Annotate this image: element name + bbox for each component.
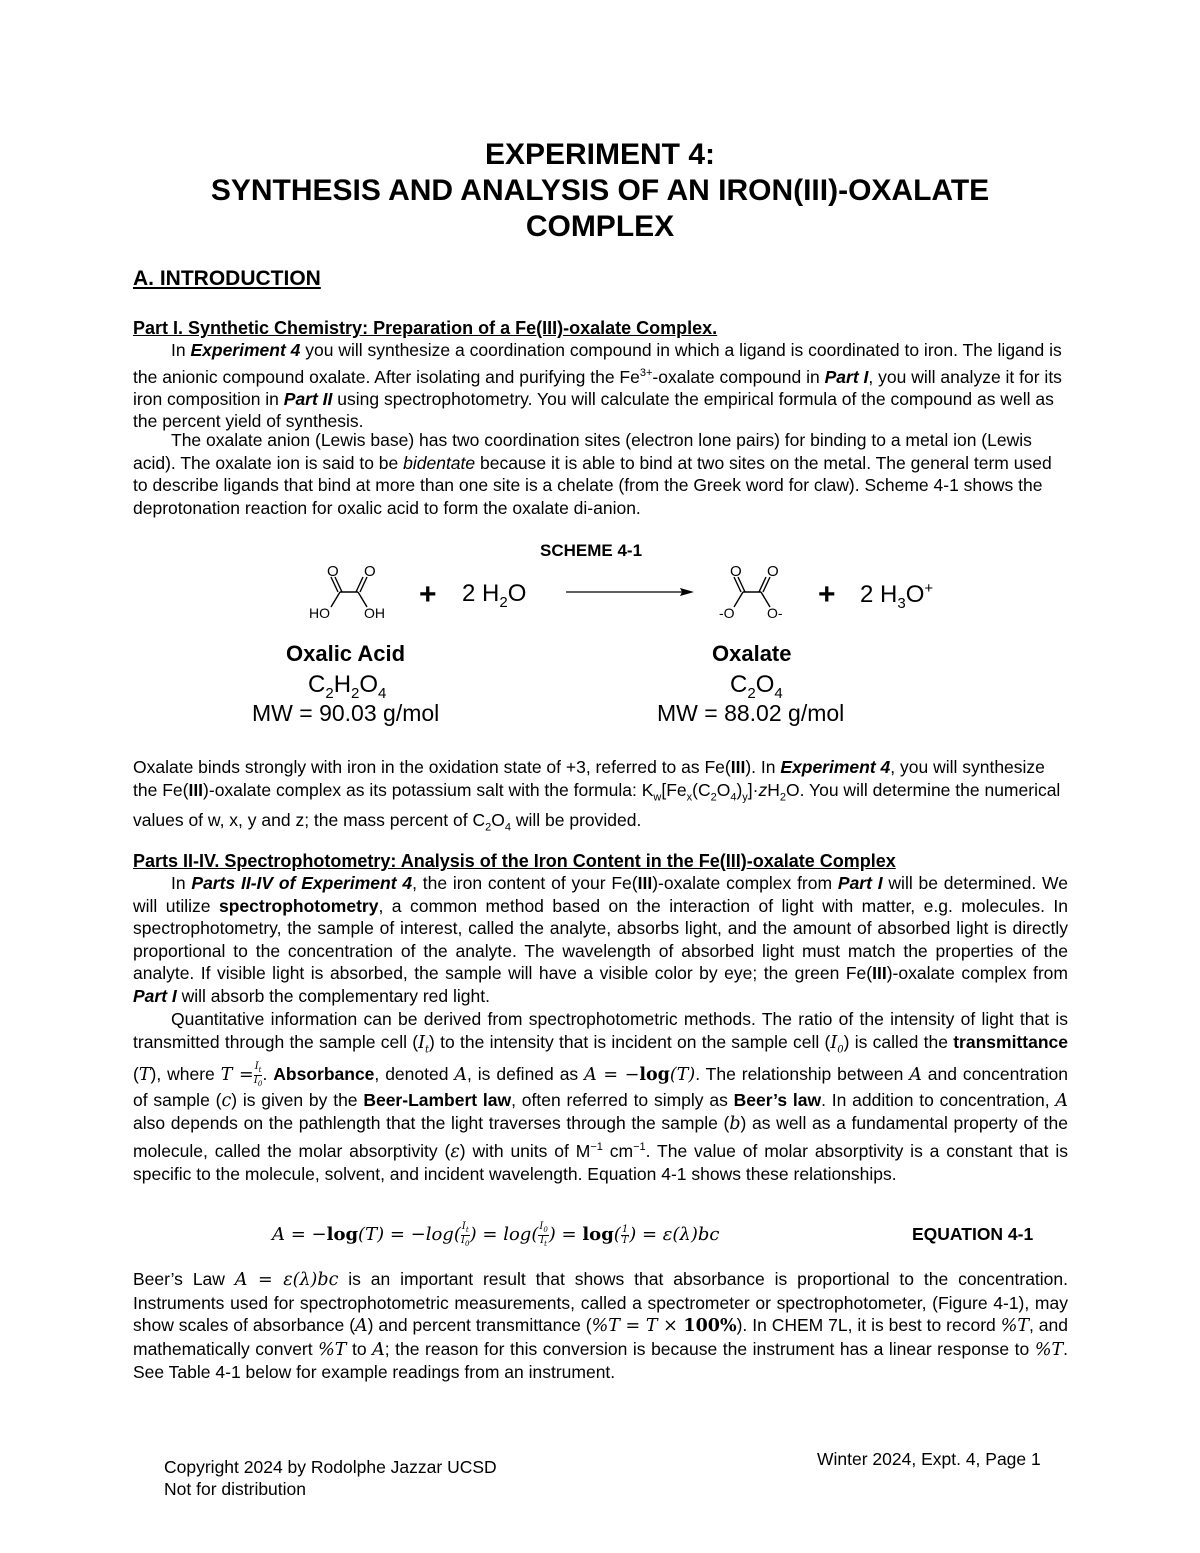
oxalic-acid-mw: MW = 90.03 g/mol: [252, 700, 440, 726]
oxalate-o-top-right: O: [767, 563, 779, 580]
reaction-arrow: [566, 584, 696, 600]
oxalic-acid-oh: OH: [364, 605, 385, 621]
oxalate-o-top-left: O: [730, 563, 742, 580]
fraction-it-over-i0: $\frac{I_t}{I_0}$: [253, 1060, 263, 1088]
equation-label: EQUATION 4-1: [912, 1224, 1034, 1244]
part1-paragraph-2: The oxalate anion (Lewis base) has two coordination sites (electron lone pairs) for binding to a metal ion (Lewis acid). The oxalate ion is said to be bidentate because it is able to bind at two sites on the metal. The general term used to describe ligands that bind at more than one site is a chelate (from the Greek word for claw). Scheme 4-1 shows the deprotonation reaction for oxalic acid to form the oxalate di-anion.: [133, 430, 1052, 518]
part1-heading: Part I. Synthetic Chemistry: Preparation of a Fe(III)-oxalate Complex.: [133, 318, 718, 338]
scheme-label: SCHEME 4-1: [540, 541, 643, 560]
oxalate-mw: MW = 88.02 g/mol: [657, 700, 845, 726]
oxalate-formula: $C_2O_4$: [730, 671, 783, 702]
hydronium-formula: 2 $H_3O^+$: [860, 580, 934, 612]
oxalic-acid-o-top-right: O: [364, 563, 376, 580]
title-line-3: COMPLEX: [525, 210, 675, 243]
equation-4-1: A = −log(T) = −log( $\frac{I_t}{I_0}$ ) = log( $\frac{I_0}{I_t}$ ) = log( $\frac{1}{T}$ ) = ε(λ)bc: [272, 1220, 720, 1248]
oxalic-acid-o-top-left: O: [327, 563, 339, 580]
oxalate-o-minus-right: O-: [767, 605, 783, 621]
oxalate-o-minus-left: -O: [719, 605, 735, 621]
part1-paragraph-1: In Experiment 4 you will synthesize a coordination compound in which a ligand is coordinated to iron. The ligand is the anionic compound oxalate. After isolating and purifying the $Fe^{3+}$-oxalate compound in Part I, you will analyze it for its iron composition in Part II using spectrophotometry. You will calculate the empirical formula of the compound as well as the percent yield of synthesis.: [133, 340, 1062, 432]
parts2-paragraph-2: Quantitative information can be derived from spectrophotometric methods. The ratio of the intensity of light that is transmitted through the sample cell $(I_t)$ to the intensity that is incident on the sample cell $(I_0)$ is called the transmittance (T), where T = $\frac{I_t}{I_0}$ . Absorbance, denoted A, is defined as A = −log(T). The relationship between A and concentration of sample (c) is given by the Beer-Lambert law, often referred to simply as Beer’s law. In addition to concentration, A also depends on the pathlength that the light traverses through the sample (b) as well as a fundamental property of the molecule, called the molar absorptivity (ε) with units of $M^{-1}$ $cm^{-1}$. The value of molar absorptivity is a constant that is specific to the molecule, solvent, and incident wavelength. Equation 4-1 shows these relationships.: [133, 1009, 1069, 1184]
oxalate-name: Oxalate: [712, 641, 792, 666]
section-heading-introduction: A. INTRODUCTION: [133, 267, 321, 290]
oxalate-iron-paragraph: Oxalate binds strongly with iron in the oxidation state of +3, referred to as Fe(III). In Experiment 4, you will synthesize the Fe(III)-oxalate complex as its potassium salt with the formula: $K_w[Fe_x(C_2O_4)_y]\cdot zH_2O$. You will determine the numerical values of w, x, y and z; the mass percent of $C_2O_4$ will be provided.: [133, 757, 1061, 833]
oxalic-acid-formula: $C_2H_2O_4$: [308, 671, 387, 702]
plus-sign-1: +: [419, 578, 437, 611]
water-formula: 2 $H_2O$: [462, 580, 527, 611]
beers-law-paragraph: Beer’s Law A = ε(λ)bc is an important result that shows that absorbance is proportional to the concentration. Instruments used for spectrophotometric measurements, called a spectrometer or spectrophotometer, (Figure 4-1), may show scales of absorbance (A) and percent transmittance (%T = T × 100%). In CHEM 7L, it is best to record %T, and mathematically convert %T to A; the reason for this conversion is because the instrument has a linear response to %T. See Table 4-1 below for example readings from an instrument.: [133, 1269, 1068, 1382]
parts2-heading: Parts II-IV. Spectrophotometry: Analysis of the Iron Content in the Fe(III)-oxalate Complex: [133, 851, 896, 871]
parts2-paragraph-1: In Parts II-IV of Experiment 4, the iron content of your Fe(III)-oxalate complex from Part I will be determined. We will utilize spectrophotometry, a common method based on the interaction of light with matter, e.g. molecules. In spectrophotometry, the sample of interest, called the analyte, absorbs light, and the amount of absorbed light is directly proportional to the concentration of the analyte. The wavelength of absorbed light must match the properties of the analyte. If visible light is absorbed, the sample will have a visible color by eye; the green Fe(III)-oxalate complex from Part I will absorb the complementary red light.: [133, 873, 1068, 1006]
oxalic-acid-ho: HO: [309, 605, 330, 621]
title-line-1: EXPERIMENT 4:: [484, 138, 716, 171]
footer-page-info: Winter 2024, Expt. 4, Page 1: [817, 1449, 1041, 1469]
footer-copyright: Copyright 2024 by Rodolphe Jazzar UCSD: [164, 1457, 497, 1477]
title-line-2: SYNTHESIS AND ANALYSIS OF AN IRON(III)-OXALATE: [210, 174, 990, 207]
oxalate-structure: [705, 562, 805, 624]
footer-distribution: Not for distribution: [164, 1479, 307, 1499]
plus-sign-2: +: [818, 578, 836, 611]
oxalic-acid-structure: [300, 562, 400, 624]
oxalic-acid-name: Oxalic Acid: [286, 641, 406, 666]
